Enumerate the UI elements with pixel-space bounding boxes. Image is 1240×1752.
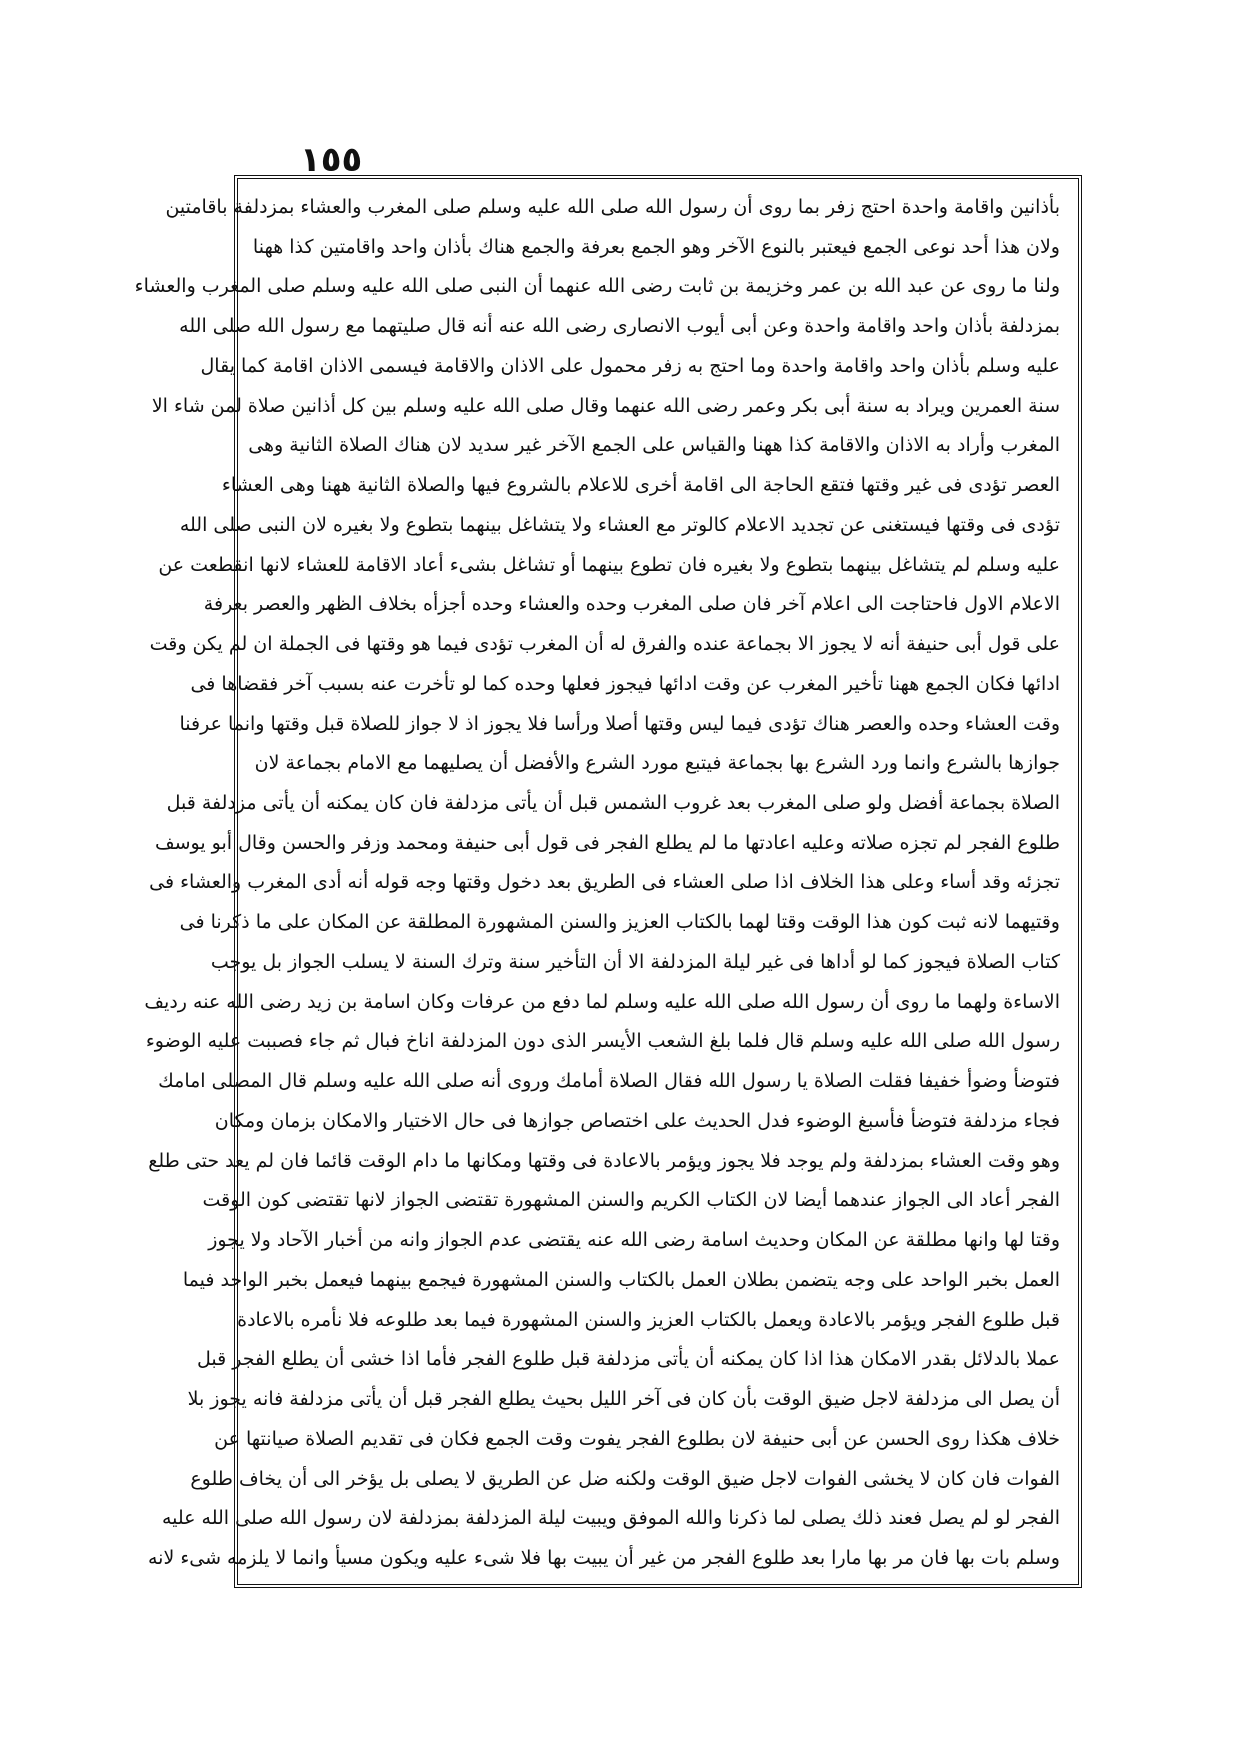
text-line: قبل طلوع الفجر ويؤمر بالاعادة ويعمل بالكتاب العزيز والسنن المشهورة فيما بعد طلوعه فلا نأمره بالاعادة (237, 1308, 1060, 1331)
text-line: الصلاة بجماعة أفضل ولو صلى المغرب بعد غروب الشمس قبل أن يأتى مزدلفة فان كان يمكنه أن يأتى مزدلفة قبل (166, 792, 1060, 815)
text-line: تؤدى فى وقتها فيستغنى عن تجديد الاعلام كالوتر مع العشاء ولا يتشاغل بينهما بتطوع ولا بغيره لان النبى صلى الله (179, 513, 1060, 536)
text-line: الاعلام الاول فاحتاجت الى اعلام آخر فان صلى المغرب وحده والعشاء وحده أجزأه بخلاف الظهر والعصر بعرفة (203, 593, 1060, 616)
text-line: وسلم بات بها فان مر بها مارا بعد طلوع الفجر من غير أن يبيت بها فلا شىء عليه ويكون مسيأ وانما لا يلزمه شىء لانه (147, 1546, 1060, 1569)
text-line: على قول أبى حنيفة أنه لا يجوز الا بجماعة عنده والفرق له أن المغرب تؤدى فيما هو وقتها فى الجملة ان لم يكن وقت (149, 633, 1060, 656)
text-frame (134, 175, 1082, 1588)
text-line: بأذانين واقامة واحدة احتج زفر بما روى أن رسول الله صلى الله عليه وسلم صلى المغرب والعشاء بمزدلفة باقامتين (165, 196, 1060, 218)
text-line: بمزدلفة بأذان واحد واقامة واحدة وعن أبى أيوب الانصارى رضى الله عنه أنه قال صليتهما مع رسول الله صلى الله (179, 315, 1060, 338)
text-line: الفجر لو لم يصل فعند ذلك يصلى لما ذكرنا والله الموفق ويبيت ليلة المزدلفة بمزدلفة لان رسول الله صلى الله عليه (161, 1507, 1060, 1530)
text-line: الفجر أعاد الى الجواز عندهما أيضا لان الكتاب الكريم والسنن المشهورة تقتضى الجواز لانها تقتضى كون الوقت (202, 1189, 1060, 1212)
text-line: الاساءة ولهما ما روى أن رسول الله صلى الله عليه وسلم لما دفع من عرفات وكان اسامة بن زيد رضى الله عنه رديف (144, 990, 1060, 1013)
text-line: عليه وسلم بأذان واحد واقامة واحدة وما احتج به زفر محمول على الاذان والاقامة فيسمى الاذان اقامة كما يقال (200, 354, 1060, 377)
text-line: رسول الله صلى الله عليه وسلم قال فلما بلغ الشعب الأيسر الذى دون المزدلفة اناخ فبال ثم جاء فصببت عليه الوضوء (145, 1030, 1060, 1053)
text-line: فجاء مزدلفة فتوضأ فأسبغ الوضوء فدل الحديث على اختصاص جوازها فى حال الاختيار والامكان بزمان ومكان (214, 1109, 1060, 1132)
text-line: عملا بالدلائل بقدر الامكان هذا اذا كان يمكنه أن يأتى مزدلفة قبل طلوع الفجر فأما اذا خشى أن يطلع الفجر قبل (196, 1348, 1060, 1371)
text-line: سنة العمرين ويراد به سنة أبى بكر وعمر رضى الله عنهما وقال صلى الله عليه وسلم بين كل أذانين صلاة لمن شاء الا (151, 394, 1060, 417)
text-line: العمل بخبر الواحد على وجه يتضمن بطلان العمل بالكتاب والسنن المشهورة فيجمع بينهما فيعمل بخبر الواحد فيما (182, 1268, 1060, 1291)
text-line: وهو وقت العشاء بمزدلفة ولم يوجد فلا يجوز ويؤمر بالاعادة فى وقتها ومكانها ما دام الوقت قائما فان لم يعد حتى طلع (148, 1149, 1060, 1172)
text-line: ولان هذا أحد نوعى الجمع فيعتبر بالنوع الآخر وهو الجمع بعرفة والجمع هناك بأذان واحد واقامتين كذا ههنا (252, 235, 1060, 258)
text-line: المغرب وأراد به الاذان والاقامة كذا ههنا والقياس على الجمع الآخر غير سديد لان هناك الصلاة الثانية وهى (248, 434, 1060, 457)
body-text (134, 195, 1060, 1570)
text-line: الفوات فان كان لا يخشى الفوات لاجل ضيق الوقت ولكنه ضل عن الطريق لا يصلى بل يؤخر الى أن يخاف طلوع (190, 1467, 1060, 1490)
text-line: تجزئه وقد أساء وعلى هذا الخلاف اذا صلى العشاء فى الطريق بعد دخول وقتها وجه قوله أنه أدى المغرب والعشاء فى (149, 871, 1060, 894)
text-line: عليه وسلم لم يتشاغل بينهما بتطوع ولا بغيره فان تطوع بينهما أو تشاغل بشىء أعاد الاقامة للعشاء لانها انقطعت عن (158, 553, 1060, 576)
text-line: وقتا لها وانها مطلقة عن المكان وحديث اسامة رضى الله عنه يقتضى عدم الجواز وانه من أخبار الآحاد ولا يجوز (208, 1229, 1060, 1252)
text-line: كتاب الصلاة فيجوز كما لو أداها فى غير ليلة المزدلفة الا أن التأخير سنة وترك السنة لا يسلب الجواز بل يوجب (210, 950, 1060, 973)
text-line: ادائها فكان الجمع ههنا تأخير المغرب عن وقت ادائها فيجوز فعلها وحده كما لو تأخرت عنه بسبب آخر فقضاها فى (190, 672, 1060, 695)
text-line: وقتيهما لانه ثبت كون هذا الوقت وقتا لهما بالكتاب العزيز والسنن المشهورة المطلقة عن المكان على ما ذكرنا فى (179, 911, 1060, 934)
text-line: وقت العشاء وحده والعصر هناك تؤدى فيما ليس وقتها أصلا ورأسا فلا يجوز اذ لا جواز للصلاة قبل وقتها وانما عرفنا (179, 712, 1060, 735)
text-line: خلاف هكذا روى الحسن عن أبى حنيفة لان بطلوع الفجر يفوت وقت الجمع فكان فى تقديم الصلاة صيانتها عن (214, 1427, 1060, 1450)
text-line: العصر تؤدى فى غير وقتها فتقع الحاجة الى اقامة أخرى للاعلام بالشروع فيها والصلاة الثانية ههنا وهى العشاء (221, 474, 1060, 497)
text-line: طلوع الفجر لم تجزه صلاته وعليه اعادتها ما لم يطلع الفجر فى قول أبى حنيفة ومحمد وزفر والحسن وقال أبو يوسف (154, 831, 1060, 854)
text-line: أن يصل الى مزدلفة لاجل ضيق الوقت بأن كان فى آخر الليل بحيث يطلع الفجر قبل أن يأتى مزدلفة فانه يجوز بلا (187, 1388, 1060, 1411)
text-line: ولنا ما روى عن عبد الله بن عمر وخزيمة بن ثابت رضى الله عنهما أن النبى صلى الله عليه وسلم صلى المغرب والعشاء (134, 275, 1060, 298)
page-number: ١٥٥ (300, 140, 363, 180)
text-line: جوازها بالشرع وانما ورد الشرع بها بجماعة فيتبع مورد الشرع والأفضل أن يصليهما مع الامام بجماعة لان (254, 752, 1060, 775)
text-line: فتوضأ وضوأ خفيفا فقلت الصلاة يا رسول الله فقال الصلاة أمامك وروى أنه صلى الله عليه وسلم قال المصلى امامك (158, 1070, 1060, 1093)
